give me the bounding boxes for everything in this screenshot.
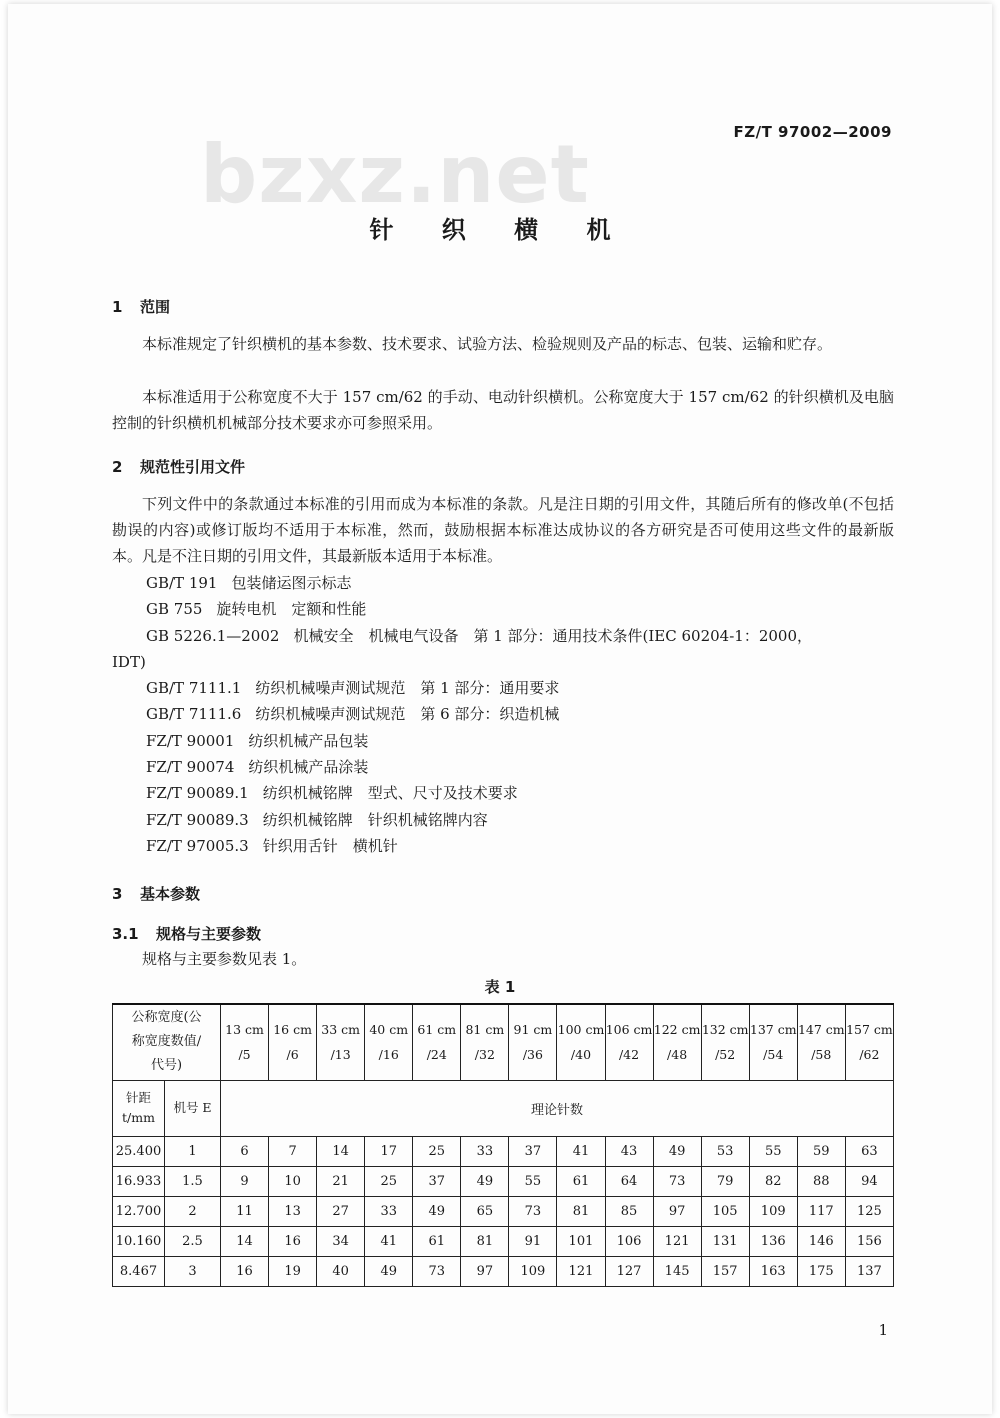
reference-item (112, 833, 894, 859)
width-cm: 91 cm (513, 1022, 553, 1038)
width-cm: 122 cm (653, 1022, 701, 1038)
needle-count-cell: 41 (365, 1226, 413, 1256)
section-1-heading (112, 296, 170, 317)
needle-count-cell: 37 (509, 1136, 557, 1166)
needle-count-cell: 79 (701, 1166, 749, 1196)
reference-item (112, 596, 894, 622)
table-row (113, 1226, 894, 1256)
needle-count-cell: 106 (605, 1226, 653, 1256)
needle-count-cell: 175 (797, 1256, 845, 1286)
needle-count-cell: 137 (845, 1256, 893, 1286)
needle-count-cell: 59 (797, 1136, 845, 1166)
needle-count-cell: 81 (461, 1226, 509, 1256)
section-1-paragraph-1: 本标准规定了针织横机的基本参数、技术要求、试验方法、检验规则及产品的标志、包装、运输和贮存。 (142, 335, 833, 353)
reference-title: 纺织机械铭牌 型式、尺寸及技术要求 (262, 784, 518, 803)
page-number: 1 (878, 1321, 888, 1339)
needle-count-cell: 14 (221, 1226, 269, 1256)
width-code: /42 (618, 1047, 640, 1063)
section-title: 规格与主要参数 (156, 925, 262, 943)
width-column-header (461, 1004, 509, 1080)
section-title: 范围 (140, 298, 171, 316)
reference-code: GB 5226.1—2002 (146, 626, 280, 645)
table-row (113, 1136, 894, 1166)
needle-count-cell: 25 (365, 1166, 413, 1196)
reference-title: 旋转电机 定额和性能 (216, 600, 367, 619)
needle-count-cell: 145 (653, 1256, 701, 1286)
needle-count-cell: 157 (701, 1256, 749, 1286)
reference-code: FZ/T 90001 (146, 731, 235, 750)
section-3-1-heading (112, 923, 261, 944)
width-header-label: 公称宽度(公称宽度数值/代号) (131, 1010, 202, 1074)
needle-count-cell: 33 (365, 1196, 413, 1226)
width-header-cell (113, 1004, 221, 1080)
width-column-header (605, 1004, 653, 1080)
needle-count-cell: 105 (701, 1196, 749, 1226)
needle-count-cell: 34 (317, 1226, 365, 1256)
pitch-header-label: 针距 t/mm (122, 1090, 155, 1125)
reference-item (112, 754, 894, 780)
section-number: 3 (112, 885, 123, 903)
section-1-paragraph-2: 本标准适用于公称宽度不大于 157 cm/62 的手动、电动针织横机。公称宽度大于 157 cm/62 的针织横机及电脑控制的针织横机机械部分技术要求亦可参照采用。 (112, 388, 894, 432)
needle-count-cell: 37 (413, 1166, 461, 1196)
needle-count-cell: 6 (221, 1136, 269, 1166)
section-2-paragraph-1: 下列文件中的条款通过本标准的引用而成为本标准的条款。凡是注日期的引用文件，其随后所有的修改单(不包括勘误的内容)或修订版均不适用于本标准，然而，鼓励根据本标准达成协议的各方研究是否可使用这些文件的最新版本。凡是不注日期的引用文件，其最新版本适用于本标准。 (112, 495, 894, 565)
needle-count-cell: 43 (605, 1136, 653, 1166)
needle-count-cell: 33 (461, 1136, 509, 1166)
reference-code: FZ/T 90089.1 (146, 784, 249, 803)
document-title: 针 织 横 机 (369, 216, 631, 244)
needle-count-cell: 49 (413, 1196, 461, 1226)
section-title: 规范性引用文件 (140, 458, 246, 476)
table-header-row (113, 1004, 894, 1080)
needle-count-cell: 11 (221, 1196, 269, 1226)
reference-title: 纺织机械产品包装 (248, 731, 369, 750)
width-column-header (701, 1004, 749, 1080)
needle-count-cell: 94 (845, 1166, 893, 1196)
standard-code: FZ/T 97002—2009 (733, 123, 892, 141)
width-code: /54 (763, 1047, 784, 1063)
width-column-header (749, 1004, 797, 1080)
needle-count-cell: 14 (317, 1136, 365, 1166)
width-column-header (269, 1004, 317, 1080)
needle-count-cell: 91 (509, 1226, 557, 1256)
reference-code: GB/T 191 (146, 574, 218, 592)
table-row (113, 1256, 894, 1286)
width-cm: 100 cm (557, 1022, 605, 1038)
section-number: 2 (112, 458, 123, 476)
width-column-header (797, 1004, 845, 1080)
pitch-cell: 25.400 (113, 1136, 165, 1166)
needle-count-cell: 73 (509, 1196, 557, 1226)
width-code: /16 (378, 1047, 399, 1063)
needle-count-cell: 73 (413, 1256, 461, 1286)
needle-count-cell: 55 (509, 1166, 557, 1196)
needle-count-cell: 65 (461, 1196, 509, 1226)
width-cm: 40 cm (369, 1022, 409, 1038)
width-column-header (509, 1004, 557, 1080)
table-subheader-row (113, 1080, 894, 1136)
needle-count-cell: 55 (749, 1136, 797, 1166)
width-column-header (317, 1004, 365, 1080)
width-column-header (653, 1004, 701, 1080)
needle-count-cell: 19 (269, 1256, 317, 1286)
needle-count-cell: 53 (701, 1136, 749, 1166)
reference-item (112, 623, 894, 676)
needle-count-cell: 136 (749, 1226, 797, 1256)
gauge-cell: 2.5 (165, 1226, 221, 1256)
reference-code: GB/T 7111.6 (146, 705, 242, 724)
pitch-header-cell (113, 1080, 165, 1136)
section-3-heading (112, 883, 200, 904)
needle-count-cell: 61 (557, 1166, 605, 1196)
needle-count-cell: 27 (317, 1196, 365, 1226)
needle-count-cell: 131 (701, 1226, 749, 1256)
theoretical-needles-header: 理论针数 (221, 1080, 894, 1136)
width-code: /32 (474, 1047, 495, 1063)
reference-title: 针织用舌针 横机针 (262, 836, 398, 855)
needle-count-cell: 82 (749, 1166, 797, 1196)
width-code: /52 (715, 1047, 736, 1063)
width-code: /5 (238, 1047, 251, 1063)
reference-item (112, 807, 894, 833)
needle-count-cell: 101 (557, 1226, 605, 1256)
needle-count-cell: 40 (317, 1256, 365, 1286)
needle-count-cell: 16 (221, 1256, 269, 1286)
width-column-header (365, 1004, 413, 1080)
needle-count-cell: 49 (365, 1256, 413, 1286)
width-cm: 106 cm (605, 1022, 653, 1038)
needle-count-cell: 156 (845, 1226, 893, 1256)
pitch-cell: 12.700 (113, 1196, 165, 1226)
reference-code: FZ/T 97005.3 (146, 836, 249, 855)
needle-count-cell: 85 (605, 1196, 653, 1226)
needle-count-cell: 63 (845, 1136, 893, 1166)
reference-continuation: IDT) (112, 652, 146, 671)
needle-count-cell: 109 (749, 1196, 797, 1226)
needle-count-cell: 146 (797, 1226, 845, 1256)
gauge-cell: 2 (165, 1196, 221, 1226)
gauge-cell: 3 (165, 1256, 221, 1286)
section-2-heading (112, 456, 245, 477)
needle-count-cell: 7 (269, 1136, 317, 1166)
needle-count-cell: 97 (461, 1256, 509, 1286)
reference-code: FZ/T 90089.3 (146, 810, 249, 829)
needle-count-cell: 88 (797, 1166, 845, 1196)
needle-count-cell: 109 (509, 1256, 557, 1286)
needle-count-cell: 125 (845, 1196, 893, 1226)
reference-item (112, 675, 894, 701)
needle-count-cell: 49 (653, 1136, 701, 1166)
width-cm: 33 cm (321, 1022, 361, 1038)
needle-count-cell: 9 (221, 1166, 269, 1196)
reference-title: 纺织机械噪声测试规范 第 1 部分：通用要求 (255, 679, 560, 698)
needle-count-cell: 17 (365, 1136, 413, 1166)
width-cm: 132 cm (701, 1022, 749, 1038)
normative-references-list (112, 570, 894, 859)
width-code: /40 (570, 1047, 592, 1063)
width-column-header (413, 1004, 461, 1080)
watermark: bzxz.net (200, 128, 590, 221)
width-cm: 13 cm (225, 1022, 264, 1038)
table-row (113, 1166, 894, 1196)
reference-title: 纺织机械铭牌 针织机械铭牌内容 (262, 810, 488, 829)
reference-title: 机械安全 机械电气设备 第 1 部分：通用技术条件(IEC 60204-1：2000， (293, 626, 812, 645)
section-title: 基本参数 (140, 885, 201, 903)
width-cm: 81 cm (465, 1022, 505, 1038)
needle-count-cell: 127 (605, 1256, 653, 1286)
pitch-cell: 10.160 (113, 1226, 165, 1256)
width-cm: 157 cm (846, 1022, 893, 1038)
width-code: /48 (667, 1047, 688, 1063)
width-code: /62 (859, 1047, 880, 1063)
needle-count-cell: 13 (269, 1196, 317, 1226)
needle-count-cell: 121 (557, 1256, 605, 1286)
needle-count-cell: 61 (413, 1226, 461, 1256)
width-cm: 147 cm (797, 1022, 845, 1038)
needle-count-cell: 21 (317, 1166, 365, 1196)
reference-item (112, 570, 894, 596)
reference-item (112, 780, 894, 806)
width-column-header (221, 1004, 269, 1080)
reference-title: 纺织机械噪声测试规范 第 6 部分：织造机械 (255, 705, 560, 724)
needle-count-cell: 73 (653, 1166, 701, 1196)
table-caption: 表 1 (484, 978, 516, 996)
width-code: /58 (811, 1047, 832, 1063)
needle-count-cell: 117 (797, 1196, 845, 1226)
reference-item (112, 701, 894, 727)
width-column-header (557, 1004, 605, 1080)
width-code: /13 (330, 1047, 351, 1063)
needle-count-cell: 10 (269, 1166, 317, 1196)
reference-code: GB/T 7111.1 (146, 679, 242, 698)
width-column-header (845, 1004, 893, 1080)
gauge-cell: 1.5 (165, 1166, 221, 1196)
pitch-cell: 16.933 (113, 1166, 165, 1196)
width-cm: 137 cm (749, 1022, 797, 1038)
section-number: 3.1 (112, 925, 139, 943)
section-number: 1 (112, 298, 123, 316)
needle-count-cell: 163 (749, 1256, 797, 1286)
width-cm: 16 cm (273, 1022, 312, 1038)
needle-count-cell: 97 (653, 1196, 701, 1226)
needle-count-cell: 49 (461, 1166, 509, 1196)
needle-count-cell: 121 (653, 1226, 701, 1256)
reference-title: 包装储运图示标志 (231, 574, 352, 592)
spec-table (112, 1003, 894, 1287)
needle-count-cell: 25 (413, 1136, 461, 1166)
width-cm: 61 cm (417, 1022, 457, 1038)
reference-title: 纺织机械产品涂装 (248, 758, 369, 777)
needle-count-cell: 64 (605, 1166, 653, 1196)
width-code: /24 (426, 1047, 447, 1063)
width-code: /6 (286, 1047, 299, 1063)
needle-count-cell: 41 (557, 1136, 605, 1166)
reference-code: FZ/T 90074 (146, 758, 235, 777)
reference-item (112, 728, 894, 754)
needle-count-cell: 16 (269, 1226, 317, 1256)
section-3-1-paragraph: 规格与主要参数见表 1。 (142, 950, 307, 968)
gauge-header-cell: 机号 E (165, 1080, 221, 1136)
needle-count-cell: 81 (557, 1196, 605, 1226)
reference-code: GB 755 (146, 600, 203, 619)
gauge-cell: 1 (165, 1136, 221, 1166)
table-row (113, 1196, 894, 1226)
width-code: /36 (522, 1047, 543, 1063)
pitch-cell: 8.467 (113, 1256, 165, 1286)
